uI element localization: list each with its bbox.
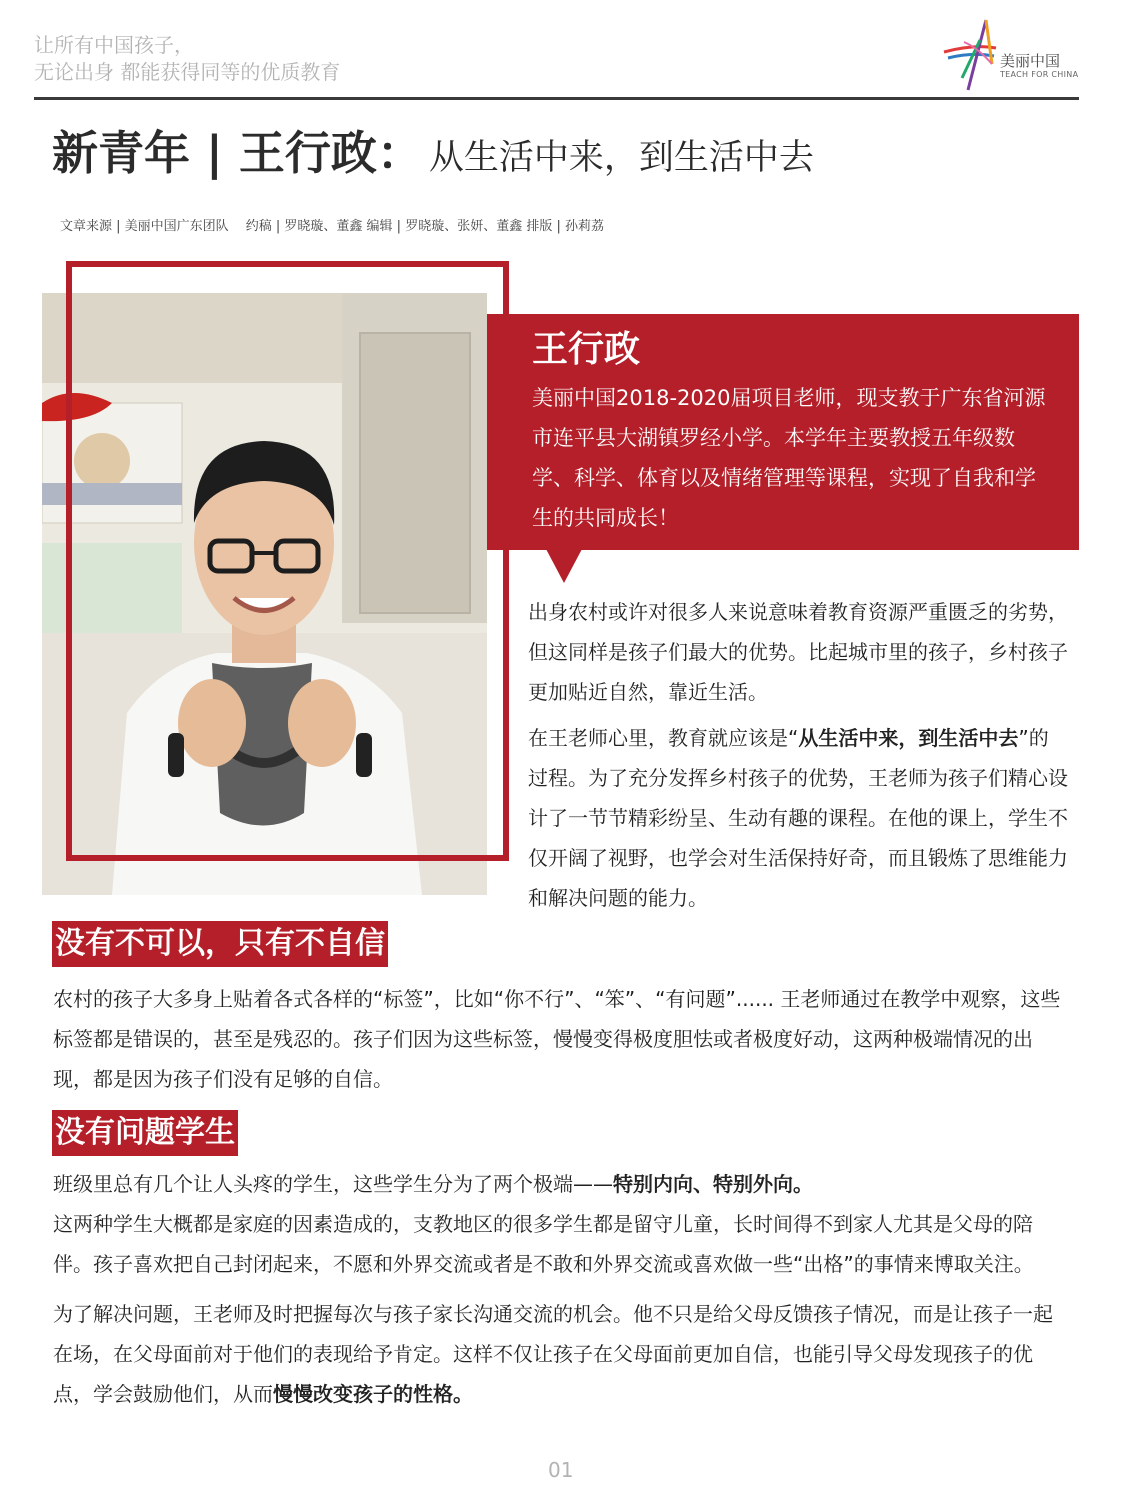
section-2-p1-before: 班级里总有几个让人头疼的学生，这些学生分为了两个极端——: [53, 1172, 613, 1196]
title-sub: 从生活中来，到生活中去: [428, 138, 814, 178]
article-credits: 文章来源 | 美丽中国广东团队 约稿 | 罗晓璇、董鑫 编辑 | 罗晓璇、张妍、董鑫 排版 | 孙莉荔: [60, 219, 604, 234]
title-main: 新青年 | 王行政：: [52, 126, 423, 180]
section-2-p3-bold: 慢慢改变孩子的性格。: [273, 1382, 473, 1406]
intro-text: [528, 592, 1068, 924]
intro-p2-before: 在王老师心里，教育就应该是“: [528, 726, 799, 750]
section-2-p3-before: 为了解决问题，王老师及时把握每次与孩子家长沟通交流的机会。他不只是给父母反馈孩子情况，而是让孩子一起在场，在父母面前对于他们的表现给予肯定。这样不仅让孩子在父母面前更加自信，也能引导父母发现孩子的优点，学会鼓励他们，从而: [53, 1302, 1053, 1406]
section-heading-1: 没有不可以，只有不自信: [52, 921, 388, 967]
photo-frame: [66, 261, 509, 861]
tagline: [34, 32, 340, 86]
section-2-body: [53, 1164, 1063, 1414]
header-divider: [34, 97, 1079, 100]
intro-paragraph-1: 出身农村或许对很多人来说意味着教育资源严重匮乏的劣势，但这同样是孩子们最大的优势。比起城市里的孩子，乡村孩子更加贴近自然，靠近生活。: [528, 600, 1068, 704]
intro-p2-after: ”的过程。为了充分发挥乡村孩子的优势，王老师为孩子们精心设计了一节节精彩纷呈、生动有趣的课程。在他的课上，学生不仅开阔了视野，也学会对生活保持好奇，而且锻炼了思维能力和解决问题的能力。: [528, 726, 1068, 910]
section-2-paragraph-1: [53, 1164, 1063, 1204]
profile-card: [487, 314, 1079, 550]
page-number: 01: [548, 1458, 574, 1482]
intro-p2-bold: 从生活中来，到生活中去: [798, 726, 1019, 750]
profile-name: 王行政: [532, 329, 641, 370]
article-title: [52, 118, 814, 199]
section-2-paragraph-3: [53, 1294, 1063, 1414]
profile-pointer: [546, 549, 582, 583]
section-heading-2: 没有问题学生: [52, 1110, 238, 1156]
section-2-paragraph-2: 这两种学生大概都是家庭的因素造成的，支教地区的很多学生都是留守儿童，长时间得不到家人尤其是父母的陪伴。孩子喜欢把自己封闭起来，不愿和外界交流或者是不敢和外界交流或喜欢做一些“出格”的事情来博取关注。: [53, 1212, 1034, 1276]
section-2-p1-bold: 特别内向、特别外向。: [613, 1172, 813, 1196]
profile-bio: 美丽中国2018-2020届项目老师，现支教于广东省河源市连平县大湖镇罗经小学。本学年主要教授五年级数学、科学、体育以及情绪管理等课程，实现了自我和学生的共同成长！: [532, 386, 1046, 530]
section-1-body: [53, 979, 1063, 1099]
logo-text-cn: 美丽中国: [1000, 52, 1061, 70]
section-1-paragraph: 农村的孩子大多身上贴着各式各样的“标签”，比如“你不行”、“笨”、“有问题”...... 王老师通过在教学中观察，这些标签都是错误的，甚至是残忍的。孩子们因为这些标签，慢慢变得极度胆怯或者极度好动，这两种极端情况的出现，都是因为孩子们没有足够的自信。: [53, 987, 1061, 1091]
intro-paragraph-2: [528, 718, 1068, 918]
logo-text-en: TEACH FOR CHINA: [1000, 70, 1079, 79]
tagline-line-1: 让所有中国孩子，: [34, 33, 194, 57]
tagline-line-2: 无论出身 都能获得同等的优质教育: [34, 60, 341, 84]
